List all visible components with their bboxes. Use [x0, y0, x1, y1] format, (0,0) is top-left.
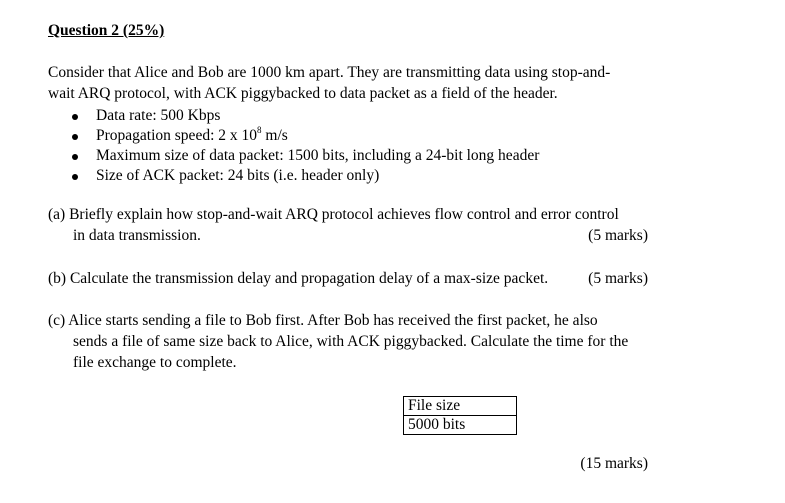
intro-line-1: Consider that Alice and Bob are 1000 km apart. They are transmitting data using stop-and- [48, 64, 611, 81]
part-b-marks: (5 marks) [588, 270, 648, 287]
part-a-line-2: in data transmission. [73, 227, 201, 244]
file-size-header-cell: File size [404, 397, 517, 416]
file-size-table [403, 396, 517, 435]
file-size-value-cell: 5000 bits [404, 416, 517, 435]
bullet-text: Data rate: 500 Kbps [96, 107, 221, 124]
propagation-suffix: m/s [261, 127, 288, 144]
table-row [404, 416, 517, 435]
intro-line-2: wait ARQ protocol, with ACK piggybacked to data packet as a field of the header. [48, 85, 558, 102]
part-c-line-2: sends a file of same size back to Alice, with ACK piggybacked. Calculate the time for the [73, 333, 629, 350]
bullet-text: Maximum size of data packet: 1500 bits, including a 24-bit long header [96, 147, 540, 164]
question-heading: Question 2 (25%) [48, 22, 165, 39]
bullet-dot-icon [72, 154, 78, 160]
bullet-dot-icon [72, 114, 78, 120]
part-a-marks: (5 marks) [588, 227, 648, 244]
part-c-marks: (15 marks) [580, 455, 648, 472]
propagation-prefix: Propagation speed: 2 x 10 [96, 127, 258, 144]
bullet-text [96, 127, 288, 145]
part-b-line-1: (b) Calculate the transmission delay and propagation delay of a max-size packet. [48, 270, 549, 287]
table-row [404, 397, 517, 416]
part-c-line-3: file exchange to complete. [73, 354, 237, 371]
part-a-line-1: (a) Briefly explain how stop-and-wait ARQ protocol achieves flow control and error control [48, 206, 619, 223]
bullet-dot-icon [72, 174, 78, 180]
bullet-text: Size of ACK packet: 24 bits (i.e. header only) [96, 167, 380, 184]
part-c-line-1: (c) Alice starts sending a file to Bob first. After Bob has received the first packet, he also [48, 312, 598, 329]
propagation-exponent: 8 [257, 125, 262, 135]
bullet-dot-icon [72, 134, 78, 140]
